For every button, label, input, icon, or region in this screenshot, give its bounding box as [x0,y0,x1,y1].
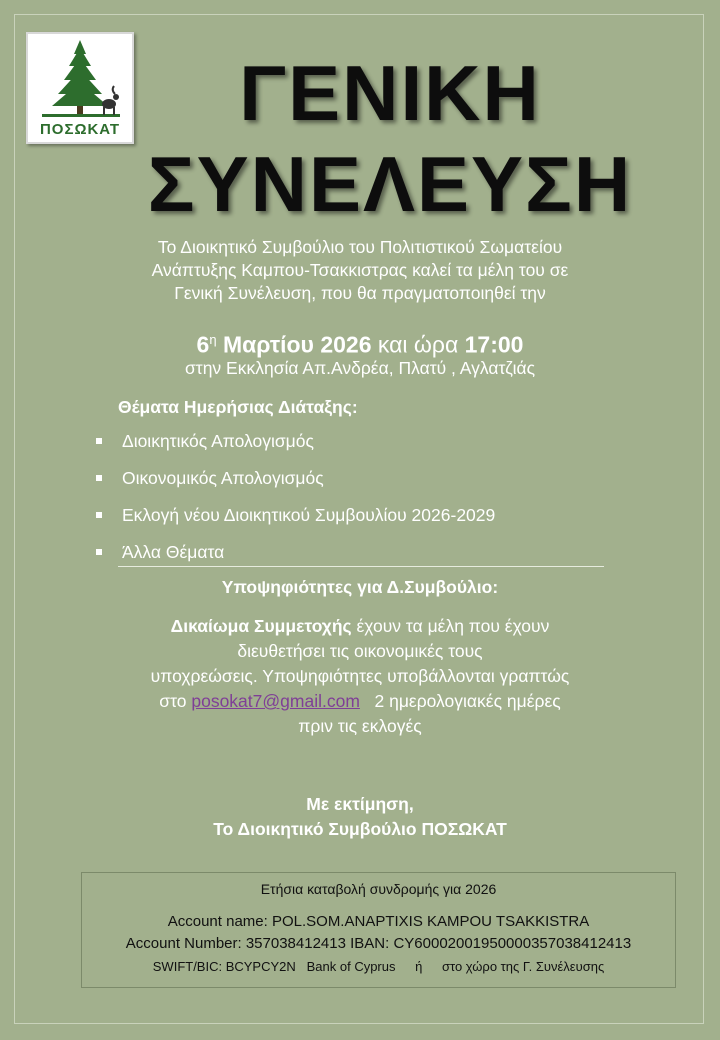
account-name: Account name: POL.SOM.ANAPTIXIS KAMPOU TSAKKISTRA [167,913,590,930]
page-title-line1: ΓΕΝΙΚΗ [239,49,541,137]
intro-line: Γενική Συνέλευση, που θα πραγματοποιηθεί την [174,283,546,303]
date-day: 6 [196,331,210,358]
agenda-title: Θέματα Ημερήσιας Διάταξης: [118,397,358,417]
meeting-date [60,326,660,359]
payment-alternative: στο χώρο της Γ. Συνέλευσης [441,959,605,974]
rights-bold: Δικαίωμα Συμμετοχής [170,616,352,636]
agenda-item: Άλλα Θέματα [96,541,656,578]
intro-line: Το Διοικητικό Συμβούλιο του Πολιτιστικού Σωματείου [157,237,563,257]
date-month-year: Μαρτίου 2026 [222,331,372,358]
rights-text: 2 ημερολογιακές ημέρες [359,691,561,711]
page-title-line2: ΣΥΝΕΛΕΥΣΗ [147,140,633,228]
rights-text: έχουν τα μέλη που έχουν [351,616,550,636]
swift-code: SWIFT/BIC: BCYPCY2N Bank of Cyprus [152,959,396,974]
closing-signature: Το Διοικητικό Συμβούλιο ΠΟΣΩΚΑΤ [213,819,507,839]
meeting-time: 17:00 [464,331,524,358]
swift-line [82,959,675,974]
rights-text: υποχρεώσεις. Υποψηφιότητες υποβάλλονται γραπτώς [150,666,570,686]
participation-rights [60,614,660,739]
agenda-item: Διοικητικός Απολογισμός [96,430,656,467]
agenda-item: Οικονομικός Απολογισμός [96,467,656,504]
meeting-place: στην Εκκλησία Απ.Ανδρέα, Πλατύ , Αγλατζιάς [184,358,536,378]
or-text: ή [415,959,423,974]
payment-info-box [81,872,676,988]
candidacies-title: Υποψηφιότητες για Δ.Συμβούλιο: [221,577,499,597]
intro-paragraph [60,236,660,305]
closing [60,792,660,842]
rights-text: στο [159,691,192,711]
account-number: Account Number: 357038412413 IBAN: CY60002001950000357038412413 [125,935,632,952]
date-connector: και ώρα [377,331,459,358]
intro-line: Ανάπτυξης Καμπου-Τσακκιστρας καλεί τα μέλη του σε [151,260,569,280]
agenda-list [96,430,656,578]
closing-line: Με εκτίμηση, [306,794,414,814]
payment-heading: Ετήσια καταβολή συνδρομής για 2026 [260,881,497,897]
logo-text: ΠΟΣΩΚΑΤ [39,121,121,138]
email-link[interactable]: posokat7@gmail.com [191,691,360,711]
agenda-item: Εκλογή νέου Διοικητικού Συμβουλίου 2026-2029 [96,504,656,541]
rights-text: διευθετήσει τις οικονομικές τους [237,641,483,661]
date-day-suffix: η [209,332,217,347]
rights-text: πριν τις εκλογές [298,716,422,736]
divider [118,566,604,567]
